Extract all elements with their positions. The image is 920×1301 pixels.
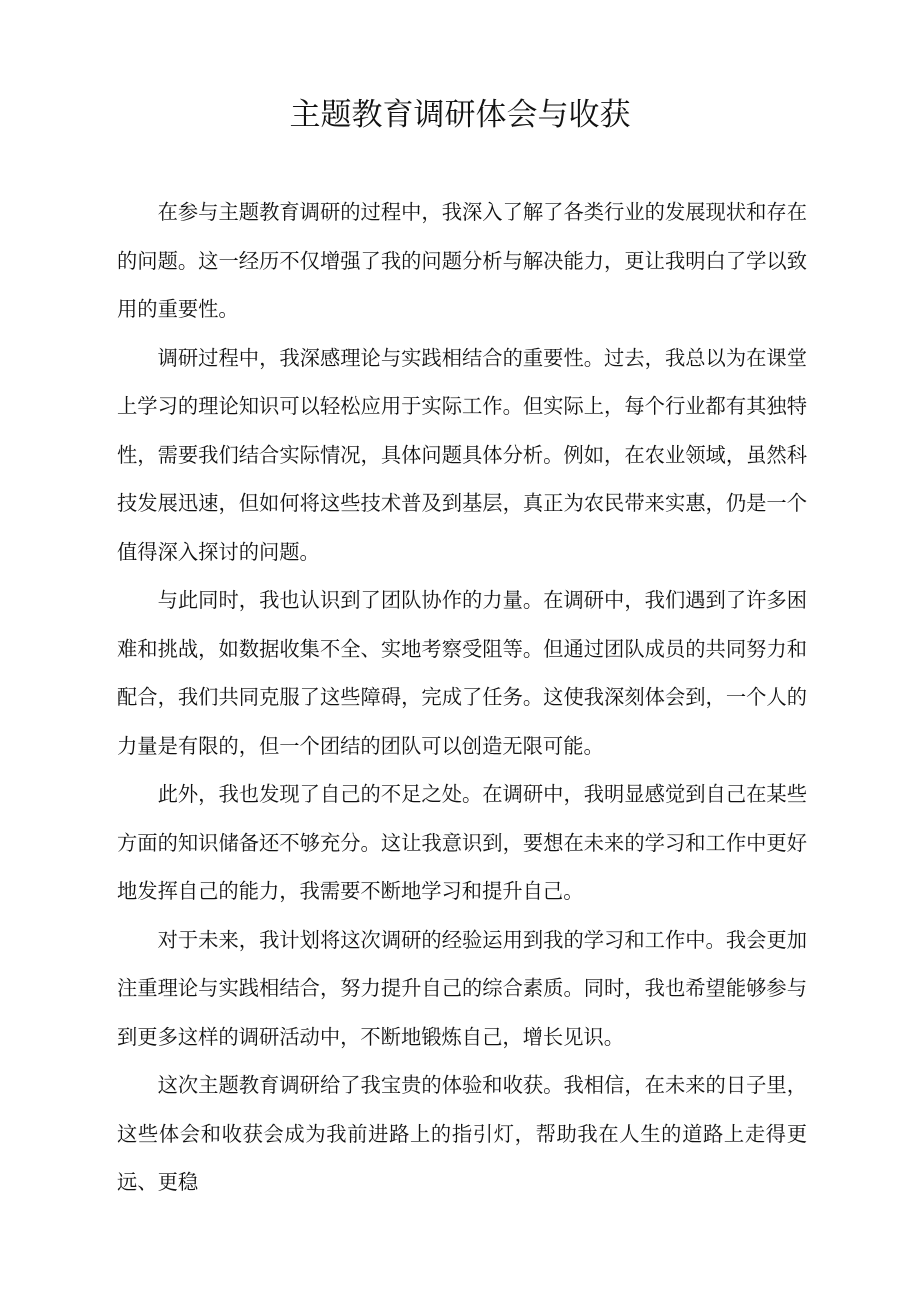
document-title: 主题教育调研体会与收获 bbox=[289, 97, 631, 133]
paragraph-6: 这次主题教育调研给了我宝贵的体验和收获。我相信，在未来的日子里，这些体会和收获会成为我前进路上的指引灯，帮助我在人生的道路上走得更远、更稳 bbox=[117, 1073, 807, 1194]
paragraph-4: 此外，我也发现了自己的不足之处。在调研中，我明显感觉到自己在某些方面的知识储备还不够充分。这让我意识到，要想在未来的学习和工作中更好地发挥自己的能力，我需要不断地学习和提升自己。 bbox=[117, 782, 807, 903]
document-body bbox=[117, 188, 807, 1207]
paragraph-1: 在参与主题教育调研的过程中，我深入了解了各类行业的发展现状和存在的问题。这一经历不仅增强了我的问题分析与解决能力，更让我明白了学以致用的重要性。 bbox=[117, 200, 807, 321]
paragraph-2: 调研过程中，我深感理论与实践相结合的重要性。过去，我总以为在课堂上学习的理论知识可以轻松应用于实际工作。但实际上，每个行业都有其独特性，需要我们结合实际情况，具体问题具体分析。例如，在农业领域，虽然科技发展迅速，但如何将这些技术普及到基层，真正为农民带来实惠，仍是一个值得深入探讨的问题。 bbox=[117, 345, 807, 564]
paragraph-3: 与此同时，我也认识到了团队协作的力量。在调研中，我们遇到了许多困难和挑战，如数据收集不全、实地考察受阻等。但通过团队成员的共同努力和配合，我们共同克服了这些障碍，完成了任务。这使我深刻体会到，一个人的力量是有限的，但一个团结的团队可以创造无限可能。 bbox=[117, 588, 807, 758]
paragraph-5: 对于未来，我计划将这次调研的经验运用到我的学习和工作中。我会更加注重理论与实践相结合，努力提升自己的综合素质。同时，我也希望能够参与到更多这样的调研活动中，不断地锻炼自己，增长见识。 bbox=[117, 927, 807, 1049]
